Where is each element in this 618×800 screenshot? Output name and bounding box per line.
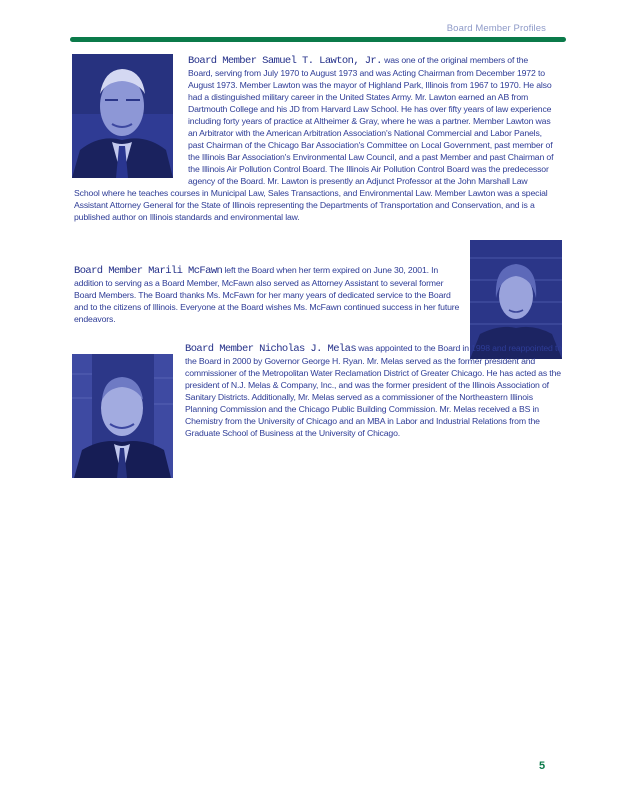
profile-name: Board Member Marili McFawn: [74, 265, 223, 277]
portrait-melas: [72, 354, 173, 478]
profile-name: Board Member Nicholas J. Melas: [185, 343, 357, 355]
page-number: 5: [539, 760, 546, 772]
profile-lawton: [74, 54, 554, 223]
header-rule: [70, 37, 566, 42]
profile-bio: left the Board when her term expired on June 30, 2001. In addition to serving as a Board Member, McFawn also served as Attorney Assistant to several former Board Members. The Board thanks Ms. McFawn for her many years of dedicated service to the Board and to the citizens of Illinois. Everyone at the Board wishes Ms. McFawn continued success in her future endeavors.: [74, 265, 460, 324]
running-header: Board Member Profiles: [446, 23, 546, 34]
profile-mcfawn: [74, 264, 464, 325]
profile-bio: was one of the original members of the Board, serving from July 1970 to August 1973 and was Acting Chairman from December 1972 to August 1973. Member Lawton was the mayor of Highland Park, Illinois from 1967 to 1970. He also had a distinguished military career in the United States Army. Mr. Lawton earned an AB from Dartmouth College and his JD from Harvard Law School. He has over fifty years of law experience including forty years of practice at Altheimer & Gray, where he was a partner. Member Lawton was an Arbitrator with the American Arbitration Association's National Commercial and Labor Panels, past Chairman of the Chicago Bar Association's Committee on Local Government, past member of the Illinois Bar Association's Environmental Law Council, and a past Member and past Chairman of the Illinois Air Pollution Control Board. The Illinois Air Pollution Control Board was the predecessor agency of the Board. Mr. Lawton is presently an Adjunct Professor at the John Marshall Law School where he teaches courses in Municipal Law, Sales Transactions, and Environmental Law. Member Lawton was a special Assistant Attorney General for the State of Illinois representing the Departments of Transportation and Conservation, and is a published author on Illinois standards and environmental law.: [74, 55, 554, 222]
profile-melas: [185, 342, 563, 439]
profile-bio: was appointed to the Board in 1998 and reappointed to the Board in 2000 by Governor George H. Ryan. Mr. Melas served as the former president and commissioner of the Metropolitan Water Reclamation District of Greater Chicago. He has acted as the president of N.J. Melas & Company, Inc., and was the former president of the Illinois Association of Sanitary Districts. Additionally, Mr. Melas served as a commissioner of the Northeastern Illinois Planning Commission and the Chicago Public Building Commission. Mr. Melas received a BS in Chemistry from the University of Chicago and an MBA in Labor and Industrial Relations from the Graduate School of Business at the University of Chicago.: [185, 343, 562, 438]
profile-name: Board Member Samuel T. Lawton, Jr.: [188, 55, 382, 67]
